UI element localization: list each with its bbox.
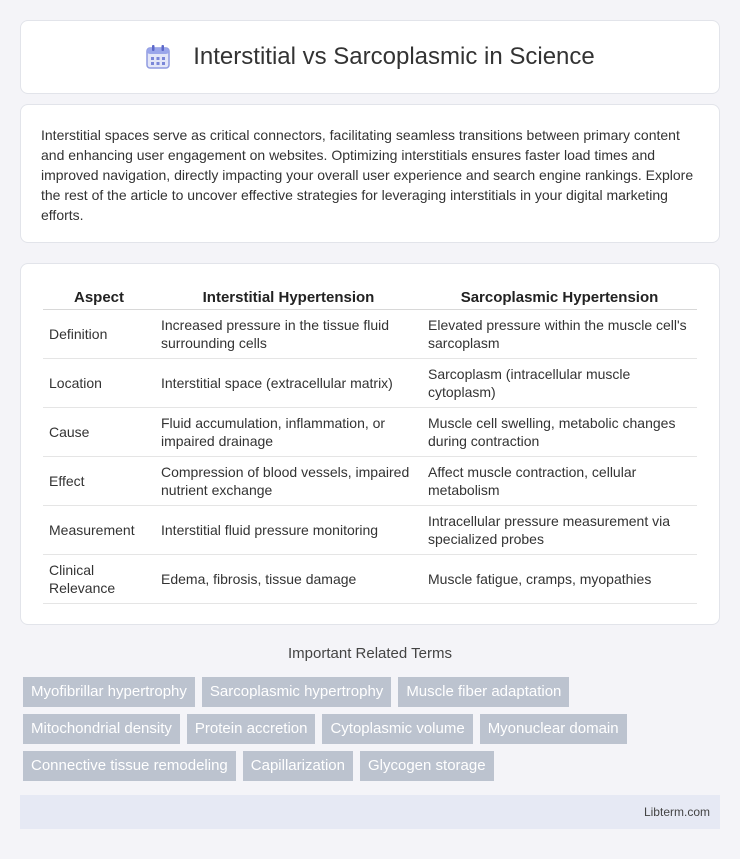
table-cell: Muscle cell swelling, metabolic changes during contraction [422, 408, 697, 457]
table-cell: Cause [43, 408, 155, 457]
related-term-tag[interactable]: Mitochondrial density [23, 714, 180, 744]
table-cell: Measurement [43, 506, 155, 555]
related-terms-title: Important Related Terms [288, 645, 452, 662]
table-row [43, 506, 697, 555]
table-cell: Interstitial fluid pressure monitoring [155, 506, 422, 555]
header-interstitial: Interstitial Hypertension [155, 284, 422, 310]
intro-text: Interstitial spaces serve as critical connectors, facilitating seamless transitions between primary content and enhancing user engagement on websites. Optimizing interstitials ensures faster load times and improved navigation, directly impacting your overall user experience and search engine rankings. Explore the rest of the article to uncover effective strategies for leveraging interstitials in your digital marketing efforts. [41, 127, 694, 223]
related-term-tag[interactable]: Capillarization [243, 751, 353, 781]
table-cell: Sarcoplasm (intracellular muscle cytoplasm) [422, 359, 697, 408]
title-card [20, 20, 720, 94]
related-term-tag[interactable]: Myofibrillar hypertrophy [23, 677, 195, 707]
related-term-tag[interactable]: Connective tissue remodeling [23, 751, 236, 781]
table-cell: Effect [43, 457, 155, 506]
table-cell: Intracellular pressure measurement via specialized probes [422, 506, 697, 555]
table-row [43, 457, 697, 506]
table-row [43, 359, 697, 408]
header-aspect: Aspect [43, 284, 155, 310]
tag-row [23, 714, 723, 744]
table-cell: Affect muscle contraction, cellular metabolism [422, 457, 697, 506]
table-cell: Definition [43, 310, 155, 359]
table-header-row [43, 284, 697, 310]
table-cell: Interstitial space (extracellular matrix) [155, 359, 422, 408]
table-cell: Muscle fatigue, cramps, myopathies [422, 555, 697, 604]
footer-site-link[interactable]: Libterm.com [643, 805, 710, 819]
table-cell: Clinical Relevance [43, 555, 155, 604]
related-term-tag[interactable]: Cytoplasmic volume [322, 714, 472, 744]
header-sarcoplasmic: Sarcoplasmic Hypertension [422, 284, 697, 310]
related-term-tag[interactable]: Glycogen storage [360, 751, 494, 781]
page-title: Interstitial vs Sarcoplasmic in Science [193, 43, 595, 70]
footer [20, 795, 720, 829]
comparison-table [43, 284, 697, 604]
comparison-table-card [20, 263, 720, 625]
calendar-icon [145, 44, 171, 70]
table-row [43, 310, 697, 359]
related-term-tag[interactable]: Protein accretion [187, 714, 316, 744]
table-cell: Elevated pressure within the muscle cell's sarcoplasm [422, 310, 697, 359]
tag-row [23, 751, 723, 781]
table-row [43, 555, 697, 604]
table-cell: Fluid accumulation, inflammation, or impaired drainage [155, 408, 422, 457]
table-row [43, 408, 697, 457]
intro-card [20, 104, 720, 243]
table-cell: Compression of blood vessels, impaired nutrient exchange [155, 457, 422, 506]
related-term-tag[interactable]: Muscle fiber adaptation [398, 677, 569, 707]
tag-row [23, 677, 723, 707]
related-terms [23, 677, 723, 788]
table-cell: Edema, fibrosis, tissue damage [155, 555, 422, 604]
related-term-tag[interactable]: Myonuclear domain [480, 714, 627, 744]
table-cell: Increased pressure in the tissue fluid surrounding cells [155, 310, 422, 359]
related-term-tag[interactable]: Sarcoplasmic hypertrophy [202, 677, 391, 707]
table-cell: Location [43, 359, 155, 408]
